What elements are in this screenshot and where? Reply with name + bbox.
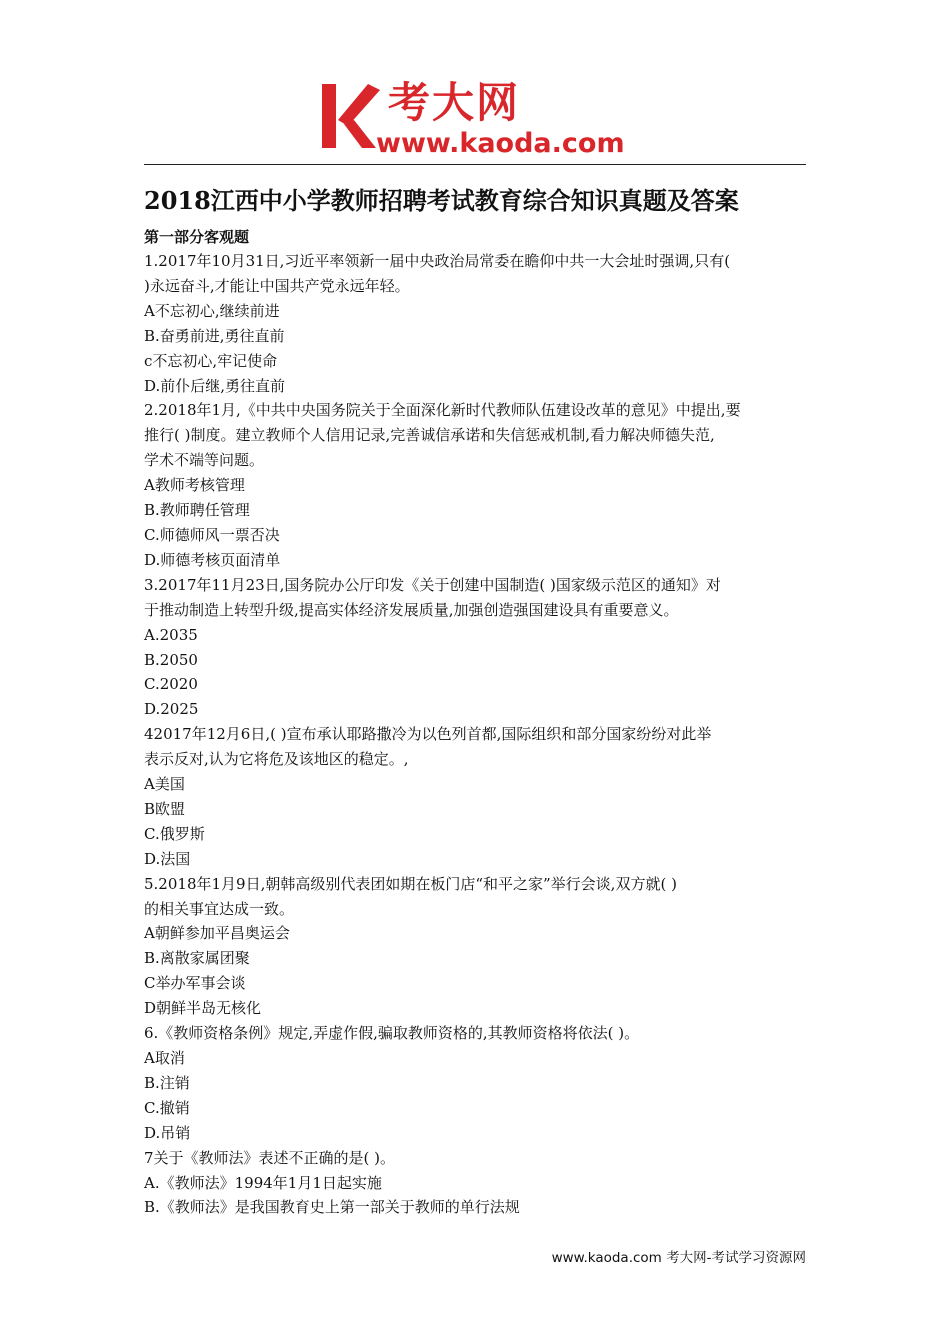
header-divider [144,164,806,165]
footer-text: www.kaoda.com 考大网-考试学习资源网 [551,1250,806,1266]
text-line: A教师考核管理 [144,476,245,495]
text-line: C.2020 [144,675,198,694]
text-line: )永远奋斗,才能让中国共产党永远年轻。 [144,276,410,295]
text-line: 学术不端等问题。 [144,451,265,470]
logo-chinese-text: 考大网 [388,78,521,127]
text-line: 表示反对,认为它将危及该地区的稳定。, [144,750,409,769]
text-line: C举办军事会谈 [144,974,246,993]
document-title: 2018江西中小学教师招聘考试教育综合知识真题及答案 [144,186,739,215]
text-line: 推行( )制度。建立教师个人信用记录,完善诚信承诺和失信惩戒机制,看力解决师德失范, [144,426,715,445]
text-line: 2.2018年1月,《中共中央国务院关于全面深化新时代教师队伍建设改革的意见》中提出,要 [144,401,741,420]
k-logo-icon [318,80,382,152]
text-line: 5.2018年1月9日,朝韩高级别代表团如期在板门店“和平之家”举行会谈,双方就( ) [144,874,677,893]
text-line: A.《教师法》1994年1月1日起实施 [144,1173,382,1192]
text-line: D.师德考核页面清单 [144,550,281,569]
logo-url-text: www.kaoda.com [376,128,625,159]
text-line: D.法国 [144,849,191,868]
text-line: 7关于《教师法》表述不正确的是( )。 [144,1148,396,1167]
text-line: A美国 [144,775,185,794]
text-line: 3.2017年11月23日,国务院办公厅印发《关于创建中国制造( )国家级示范区的通知》对 [144,575,721,594]
text-line: D.2025 [144,700,199,719]
text-line: B.奋勇前进,勇往直前 [144,326,285,345]
section-heading: 第一部分客观题 [144,228,250,246]
text-line: B欧盟 [144,799,186,818]
question-list [144,249,808,1220]
text-line: D朝鲜半岛无核化 [144,999,262,1018]
text-line: B.2050 [144,650,198,669]
text-line: B.教师聘任管理 [144,501,250,520]
text-line: 于推动制造上转型升级,提高实体经济发展质量,加强创造强国建设具有重要意义。 [144,600,679,619]
text-line: C.俄罗斯 [144,824,205,843]
text-line: D.前仆后继,勇往直前 [144,376,286,395]
text-line: 42017年12月6日,( )宣布承认耶路撒冷为以色列首都,国际组织和部分国家纷纷对此举 [144,725,712,744]
text-line: C.师德师风一票否决 [144,525,280,544]
text-line: B.注销 [144,1073,190,1092]
text-line: 1.2017年10月31日,习近平率领新一届中央政治局常委在瞻仰中共一大会址时强调,只有( [144,252,731,270]
text-line: 的相关事宜达成一致。 [144,899,295,918]
text-line: A不忘初心,继续前进 [144,301,280,320]
kaoda-logo [318,78,638,162]
document-body [144,182,808,1220]
text-line: A.2035 [144,625,198,644]
text-line: A朝鲜参加平昌奥运会 [144,924,290,943]
text-line: C.撤销 [144,1098,190,1117]
text-line: D.吊销 [144,1123,191,1142]
text-line: B.《教师法》是我国教育史上第一部关于教师的单行法规 [144,1198,520,1217]
text-line: B.离散家属团聚 [144,949,250,968]
text-line: 6.《教师资格条例》规定,弄虚作假,骗取教师资格的,其教师资格将依法( )。 [144,1024,640,1043]
text-line: c不忘初心,牢记使命 [144,351,278,370]
text-line: A取消 [144,1049,185,1067]
